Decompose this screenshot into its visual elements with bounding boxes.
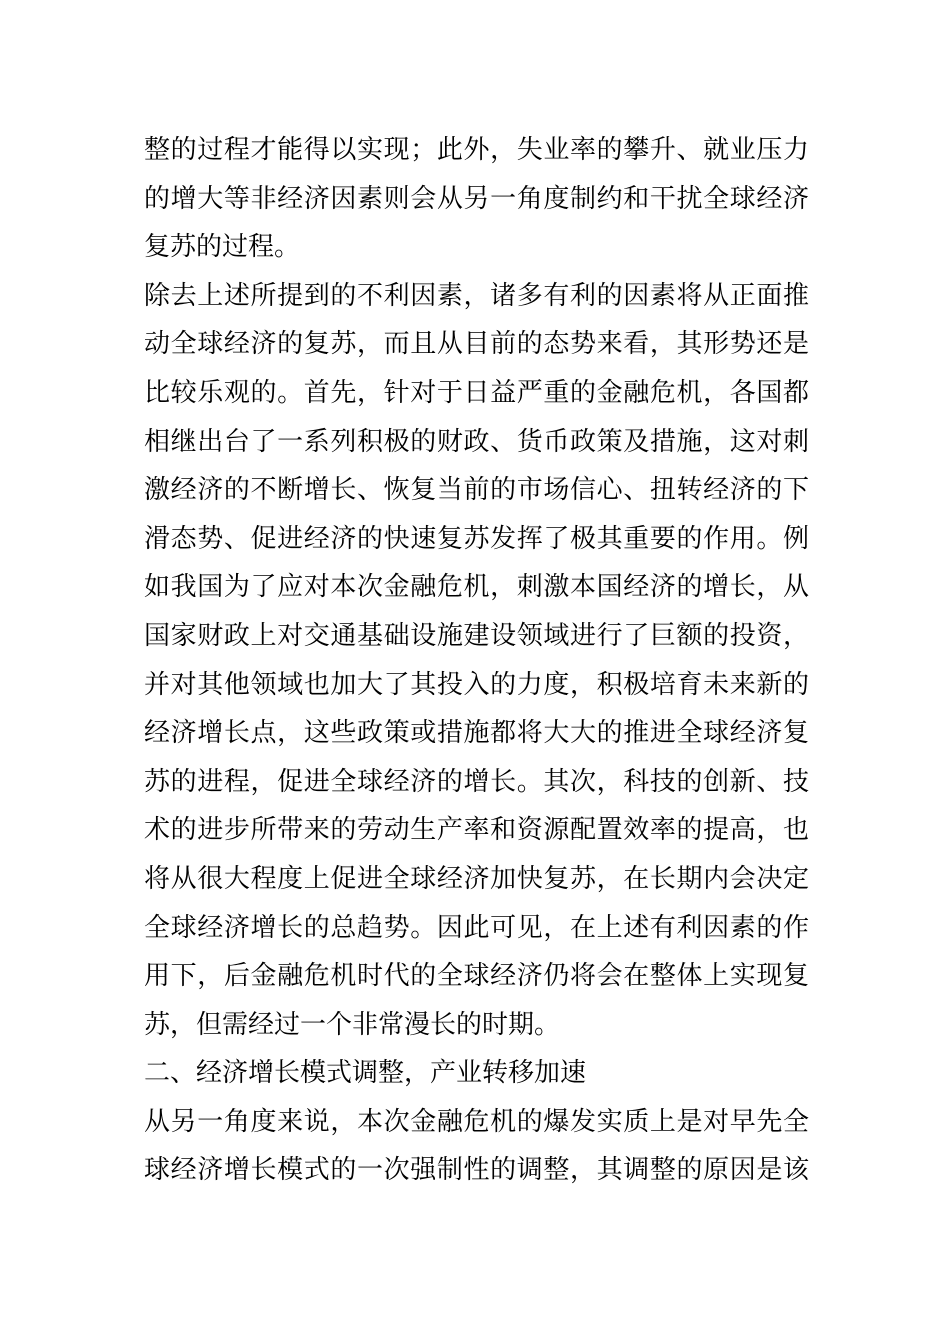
text-line: 苏的进程，促进全球经济的增长。其次，科技的创新、技 — [144, 766, 809, 797]
text-line: 比较乐观的。首先，针对于日益严重的金融危机，各国都 — [144, 377, 809, 408]
text-line: 球经济增长模式的一次强制性的调整，其调整的原因是该 — [144, 1155, 809, 1186]
text-line: 将从很大程度上促进全球经济加快复苏，在长期内会决定 — [144, 863, 809, 894]
text-line: 的增大等非经济因素则会从另一角度制约和干扰全球经济 — [144, 183, 809, 214]
text-line: 经济增长点，这些政策或措施都将大大的推进全球经济复 — [144, 718, 809, 749]
text-line: 动全球经济的复苏，而且从目前的态势来看，其形势还是 — [144, 329, 809, 360]
text-line: 术的进步所带来的劳动生产率和资源配置效率的提高，也 — [144, 815, 809, 846]
text-line: 并对其他领域也加大了其投入的力度，积极培育未来新的 — [144, 669, 809, 700]
text-line: 激经济的不断增长、恢复当前的市场信心、扭转经济的下 — [144, 475, 809, 506]
text-line: 相继出台了一系列积极的财政、货币政策及措施，这对刺 — [144, 426, 809, 457]
text-line: 滑态势、促进经济的快速复苏发挥了极其重要的作用。例 — [144, 523, 809, 554]
text-line: 国家财政上对交通基础设施建设领域进行了巨额的投资， — [144, 620, 809, 651]
text-line: 如我国为了应对本次金融危机，刺激本国经济的增长，从 — [144, 572, 809, 603]
text-line: 复苏的过程。 — [144, 232, 301, 263]
document-body — [144, 126, 809, 1195]
text-line: 从另一角度来说，本次金融危机的爆发实质上是对早先全 — [144, 1106, 809, 1137]
text-line: 用下，后金融危机时代的全球经济仍将会在整体上实现复 — [144, 961, 809, 992]
section-heading: 二、经济增长模式调整，产业转移加速 — [144, 1058, 587, 1089]
text-line: 整的过程才能得以实现；此外，失业率的攀升、就业压力 — [144, 135, 809, 165]
text-line: 苏，但需经过一个非常漫长的时期。 — [144, 1009, 561, 1040]
text-line: 除去上述所提到的不利因素，诸多有利的因素将从正面推 — [144, 280, 809, 311]
text-line: 全球经济增长的总趋势。因此可见，在上述有利因素的作 — [144, 912, 809, 943]
